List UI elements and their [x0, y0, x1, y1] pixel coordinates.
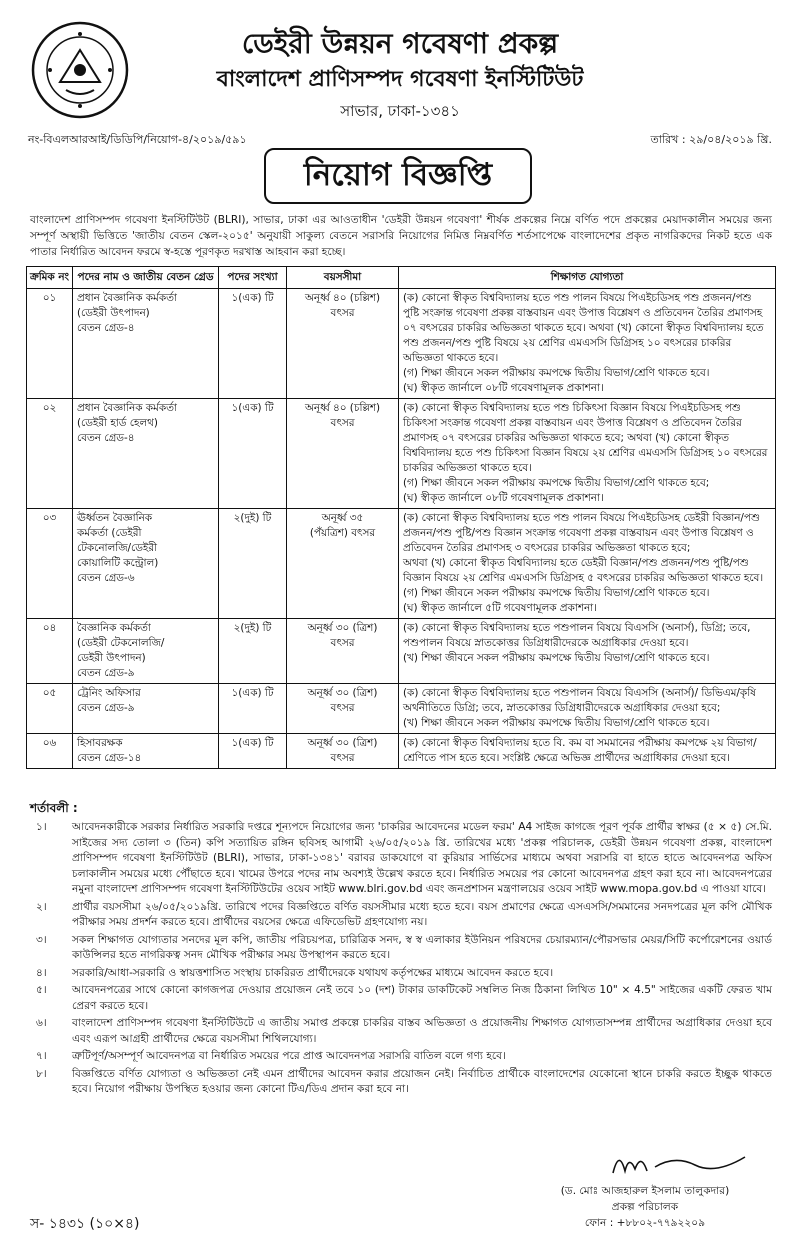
list-item: ৩। সকল শিক্ষাগত যোগ্যতার সনদের মূল কপি, জাতীয় পরিচয়পত্র, চারিত্রিক সনদ, স্ব স্ব এলাকার ইউনিয়ন পরিষদের চেয়ারম্যান/পৌরসভার মেয়র/সিটি কর্পোরেশনের ওয়ার্ড কাউন্সিলর হতে নাগরিকত্ব সনদ মৌখিক পরীক্ষার সময় উপস্থাপন করতে হবে।: [36, 933, 772, 961]
signatory-block: [510, 1183, 780, 1231]
age-cell: অনূর্ধ্ব ৩০ (ত্রিশ) বৎসর: [287, 684, 399, 734]
list-item: ৫। আবেদনপত্রের সাথে কোনো কাগজপত্র দেওয়ার প্রয়োজন নেই তবে ১০ (দশ) টাকার ডাকটিকেট সম্বলিত নিজ ঠিকানা লিখিত 10" × 4.5" সাইজের একটি ফেরত খাম প্রেরণ করতে হবে।: [36, 984, 772, 1012]
vacancy-table-header: [27, 267, 776, 289]
notice-date: তারিখ : ২৯/০৪/২০১৯ খ্রি.: [650, 133, 772, 146]
qualification-cell: (ক) কোনো স্বীকৃত বিশ্ববিদ্যালয় হতে বি. কম বা সমমানের পরীক্ষায় কমপক্ষে ২য় বিভাগ/শ্রেণিতে পাস হতে হবে। সংশ্লিষ্ট ক্ষেত্রে অভিজ্ঞ প্রার্থীদের অগ্রাধিকার দেওয়া হবে।: [399, 734, 776, 769]
age-cell: অনূর্ধ্ব ৩০ (ত্রিশ) বৎসর: [287, 734, 399, 769]
signature-icon: [605, 1145, 755, 1181]
qualification-cell: (ক) কোনো স্বীকৃত বিশ্ববিদ্যালয় হতে পশু পালন বিষয়ে পিএইচডিসহ পশু প্রজনন/পশু পুষ্টি সংক্রান্ত গবেষণা প্রকল্প বাস্তবায়ন এবং উপাত্ত বিশ্লেষণ ও প্রতিবেদন তৈরির প্রমাণসহ ০৭ বৎসরের চাকরির অভিজ্ঞতা থাকতে হবে। অথবা (খ) কোনো স্বীকৃত বিশ্ববিদ্যালয় হতে পশু প্রজনন/পশু পুষ্টি বিষয়ে ২য় শ্রেণির এমএসসি ডিগ্রিসহ ১০ বৎসরের চাকরির অভিজ্ঞতা থাকতে হবে। (গ) শিক্ষা জীবনে সকল পরীক্ষায় কমপক্ষে দ্বিতীয় বিভাগ/শ্রেণি থাকতে হবে। (ঘ) স্বীকৃত জার্নালে ০৮টি গবেষণামূলক প্রকাশনা।: [399, 289, 776, 399]
qualification-cell: (ক) কোনো স্বীকৃত বিশ্ববিদ্যালয় হতে পশু চিকিৎসা বিজ্ঞান বিষয়ে পিএইচডিসহ পশু চিকিৎসা সংক্রান্ত গবেষণা প্রকল্প বাস্তবায়ন এবং উপাত্ত বিশ্লেষণ ও প্রতিবেদন তৈরির প্রমাণসহ ০৭ বৎসরের চাকরির অভিজ্ঞতা থাকতে হবে; অথবা (খ) কোনো স্বীকৃত বিশ্ববিদ্যালয় হতে পশু চিকিৎসা বিজ্ঞান বিষয়ে ২য় শ্রেণির এমএসসি ডিগ্রিসহ ১০ বৎসরের চাকরির অভিজ্ঞতা থাকতে হবে। (গ) শিক্ষা জীবনে সকল পরীক্ষায় কমপক্ষে দ্বিতীয় বিভাগ/শ্রেণি থাকতে হবে; (ঘ) স্বীকৃত জার্নালে ০৮টি গবেষণামূলক প্রকাশনা।: [399, 399, 776, 509]
list-item: ৮। বিজ্ঞপ্তিতে বর্ণিত যোগ্যতা ও অভিজ্ঞতা নেই এমন প্রার্থীদের আবেদন করার প্রয়োজন নেই। নির্বাচিত প্রার্থীকে বাংলাদেশের যেকোনো স্থানে চাকরি করতে ইচ্ছুক থাকতে হবে। নিয়োগ পরীক্ষায় উপস্থিত হওয়ার জন্য কোনো টিএ/ডিএ প্রদান করা হবে না।: [36, 1067, 772, 1095]
col-header-serial: ক্রমিক নং: [27, 267, 73, 289]
list-item: ১। আবেদনকারীকে সরকার নির্ধারিত সরকারি দপ্তরে শূন্যপদে নিয়োগের জন্য 'চাকরির আবেদনের মডেল ফরম' A4 সাইজ কাগজে পূরণ পূর্বক প্রার্থীর স্বাক্ষর (৫ × ৫) সে.মি. সাইজের সদ্য তোলা ৩ (তিন) কপি সত্যায়িত রঙ্গিন ছবিসহ আগামী ২৬/০৫/২০১৯ খ্রি. তারিখের মধ্যে 'প্রকল্প পরিচালক, ডেইরী উন্নয়ন গবেষণা প্রকল্প, বাংলাদেশ প্রাণিসম্পদ গবেষণা ইনস্টিটিউট (BLRI), সাভার, ঢাকা-১৩৪১' বরাবর ডাকযোগে বা কুরিয়ার সার্ভিসের মাধ্যমে অথবা সরাসরি বা হাতে হাতে আবেদনপত্র অফিস চলাকালীন সময়ের মধ্যে পৌঁছাতে হবে। খামের উপরে পদের নাম অবশ্যই উল্লেখ করতে হবে। নির্ধারিত সময়ের পর কোনো আবেদনপত্র গ্রহণ করা হবে না। আবেদনপত্রের নমুনা বাংলাদেশ প্রাণিসম্পদ গবেষণা ইনস্টিটিউটের ওয়েব সাইট www.blri.gov.bd এবং জনপ্রশাসন মন্ত্রণালয়ের ওয়েব সাইট www.mopa.gov.bd এ পাওয়া যাবে।: [36, 821, 772, 895]
footer-code: স- ১৪৩১ (১০×৪): [30, 1216, 140, 1232]
table-row: [27, 289, 776, 399]
list-item: ৬। বাংলাদেশ প্রাণিসম্পদ গবেষণা ইনস্টিটিউটে এ জাতীয় সমাপ্ত প্রকল্পে চাকরির বাস্তব অভিজ্ঞতা ও প্রয়োজনীয় শিক্ষাগত যোগ্যতাসম্পন্ন প্রার্থীদের অগ্রাধিকার দেওয়া হবে এবং এরূপ আগ্রহী প্রার্থীদের ক্ষেত্রে বয়সসীমা শিথিলযোগ্য।: [36, 1017, 772, 1045]
list-item: ৪। সরকারি/আধা-সরকারি ও স্বায়ত্তশাসিত সংস্থায় চাকরিরত প্রার্থীদেরকে যথাযথ কর্তৃপক্ষের মাধ্যমে আবেদন করতে হবে।: [36, 966, 554, 979]
memo-number: নং-বিএলআরআই/ডিডিপি/নিয়োগ-৪/২০১৯/৫৯১: [28, 133, 247, 146]
count-cell: ১(এক) টি: [219, 734, 287, 769]
count-cell: ১(এক) টি: [219, 289, 287, 399]
age-cell: অনূর্ধ্ব ৩০ (ত্রিশ) বৎসর: [287, 619, 399, 684]
age-cell: অনূর্ধ্ব ৪০ (চল্লিশ) বৎসর: [287, 289, 399, 399]
post-cell: ট্রেনিং অফিসার বেতন গ্রেড-৯: [73, 684, 219, 734]
signatory-designation: প্রকল্প পরিচালক: [611, 1201, 679, 1213]
table-row: [27, 399, 776, 509]
institute-name: বাংলাদেশ প্রাণিসম্পদ গবেষণা ইনস্টিটিউট: [216, 67, 584, 92]
qualification-cell: (ক) কোনো স্বীকৃত বিশ্ববিদ্যালয় হতে পশু পালন বিষয়ে পিএইচডিসহ ডেইরী বিজ্ঞান/পশু প্রজনন/পশু পুষ্টি/পশু বিজ্ঞান সংক্রান্ত গবেষণা প্রকল্প বাস্তবায়ন এবং উপাত্ত বিশ্লেষণ ও প্রতিবেদন তৈরির প্রমাণসহ ৩ বৎসরের চাকরির অভিজ্ঞতা থাকতে হবে; অথবা (খ) কোনো স্বীকৃত বিশ্ববিদ্যালয় হতে ডেইরী বিজ্ঞান/পশু প্রজনন/পশু পুষ্টি/পশু বিজ্ঞান বিষয়ে ২য় শ্রেণির এমএসসি ডিগ্রিসহ ৫ বৎসরের চাকরির অভিজ্ঞতা থাকতে হবে। (গ) শিক্ষা জীবনে সকল পরীক্ষায় কমপক্ষে দ্বিতীয় বিভাগ/শ্রেণি থাকতে হবে। (ঘ) স্বীকৃত জার্নালে ৫টি গবেষণামূলক প্রকাশনা।: [399, 509, 776, 619]
post-cell: বৈজ্ঞানিক কর্মকর্তা (ডেইরী টেকনোলজি/ ডেইরী উৎপাদন) বেতন গ্রেড-৯: [73, 619, 219, 684]
count-cell: ২(দুই) টি: [219, 619, 287, 684]
signatory-phone: ফোন : +৮৮০২-৭৭৯২২০৯: [584, 1217, 706, 1229]
post-cell: প্রধান বৈজ্ঞানিক কর্মকর্তা (ডেইরী হার্ড হেলথ) বেতন গ্রেড-৪: [73, 399, 219, 509]
count-cell: ১(এক) টি: [219, 399, 287, 509]
table-row: [27, 619, 776, 684]
table-row: [27, 734, 776, 769]
institute-address: সাভার, ঢাকা-১৩৪১: [340, 102, 460, 120]
count-cell: ২(দুই) টি: [219, 509, 287, 619]
project-title: ডেইরী উন্নয়ন গবেষণা প্রকল্প: [241, 27, 559, 60]
table-row: [27, 684, 776, 734]
serial-cell: ০৩: [27, 509, 73, 619]
age-cell: অনূর্ধ্ব ৩৫ (পঁয়ত্রিশ) বৎসর: [287, 509, 399, 619]
serial-cell: ০৪: [27, 619, 73, 684]
qualification-cell: (ক) কোনো স্বীকৃত বিশ্ববিদ্যালয় হতে পশুপালন বিষয়ে বিএসসি (অনার্স), ডিগ্রি; তবে, পশুপালন বিষয়ে স্নাতকোত্তর ডিগ্রিধারীদেরকে অগ্রাধিকার দেওয়া হবে। (খ) শিক্ষা জীবনে সকল পরীক্ষায় কমপক্ষে দ্বিতীয় বিভাগ/শ্রেণি থাকতে হবে।: [399, 619, 776, 684]
signatory-name: (ড. মোঃ আজহারুল ইসলাম তালুকদার): [560, 1185, 730, 1197]
serial-cell: ০২: [27, 399, 73, 509]
list-item: ২। প্রার্থীর বয়সসীমা ২৬/০৫/২০১৯খ্রি. তারিখে পদের বিজ্ঞপ্তিতে বর্ণিত বয়সসীমার মধ্যে হতে হবে। বয়স প্রমাণের ক্ষেত্রে এসএসসি/সমমানের সনদপত্রের মূল কপি মৌখিক পরীক্ষার সময় প্রদর্শন করতে হবে। প্রার্থীদের বয়সের ক্ষেত্রে এফিডেভিট গ্রহণযোগ্য নয়।: [36, 900, 772, 928]
qualification-cell: (ক) কোনো স্বীকৃত বিশ্ববিদ্যালয় হতে পশুপালন বিষয়ে বিএসসি (অনার্স)/ ডিভিএম/কৃষি অর্থনীতিতে ডিগ্রি; তবে, স্নাতকোত্তর ডিগ্রিধারীদেরকে অগ্রাধিকার দেওয়া হবে; (খ) শিক্ষা জীবনে সকল পরীক্ষায় কমপক্ষে দ্বিতীয় বিভাগ/শ্রেণি থাকতে হবে।: [399, 684, 776, 734]
conditions-title: শর্তাবলী :: [30, 801, 78, 815]
col-header-age: বয়সসীমা: [287, 267, 399, 289]
vacancy-table: [26, 266, 776, 769]
intro-paragraph: বাংলাদেশ প্রাণিসম্পদ গবেষণা ইনস্টিটিউট (BLRI), সাভার, ঢাকা এর আওতাধীন 'ডেইরী উন্নয়ন গবেষণা' শীর্ষক প্রকল্পের নিম্নে বর্ণিত পদে প্রকল্পের মেয়াদকালীন সময়ের জন্য সম্পূর্ণ অস্থায়ী ভিত্তিতে 'জাতীয় বেতন স্কেল-২০১৫' অনুযায়ী সাকুল্য বেতনে সরাসরি নিয়োগের নিমিত্ত নিম্নবর্ণিত শর্তসাপেক্ষে বাংলাদেশের প্রকৃত নাগরিকদের নিকট হতে এক পাতার নির্ধারিত আবেদন ফরমে স্ব-হস্তে পূরণকৃত দরখাস্ত আহবান করা হচ্ছে।: [30, 214, 772, 258]
list-item: ৭। ত্রুটিপূর্ণ/অসম্পূর্ণ আবেদনপত্র বা নির্ধারিত সময়ের পরে প্রাপ্ত আবেদনপত্র সরাসরি বাতিল বলে গণ্য হবে।: [36, 1050, 506, 1062]
col-header-post: পদের নাম ও জাতীয় বেতন গ্রেড: [73, 267, 219, 289]
conditions-list: [30, 820, 772, 1100]
post-cell: হিসাবরক্ষক বেতন গ্রেড-১৪: [73, 734, 219, 769]
serial-cell: ০৫: [27, 684, 73, 734]
serial-cell: ০১: [27, 289, 73, 399]
post-cell: ঊর্ধ্বতন বৈজ্ঞানিক কর্মকর্তা (ডেইরী টেকনোলজি/ডেইরী কোয়ালিটি কন্ট্রোল) বেতন গ্রেড-৬: [73, 509, 219, 619]
col-header-qualification: শিক্ষাগত যোগ্যতা: [399, 267, 776, 289]
post-cell: প্রধান বৈজ্ঞানিক কর্মকর্তা (ডেইরী উৎপাদন) বেতন গ্রেড-৪: [73, 289, 219, 399]
col-header-count: পদের সংখ্যা: [219, 267, 287, 289]
table-row: [27, 509, 776, 619]
serial-cell: ০৬: [27, 734, 73, 769]
count-cell: ১(এক) টি: [219, 684, 287, 734]
notice-title: নিয়োগ বিজ্ঞপ্তি: [264, 148, 532, 204]
age-cell: অনূর্ধ্ব ৪০ (চল্লিশ) বৎসর: [287, 399, 399, 509]
